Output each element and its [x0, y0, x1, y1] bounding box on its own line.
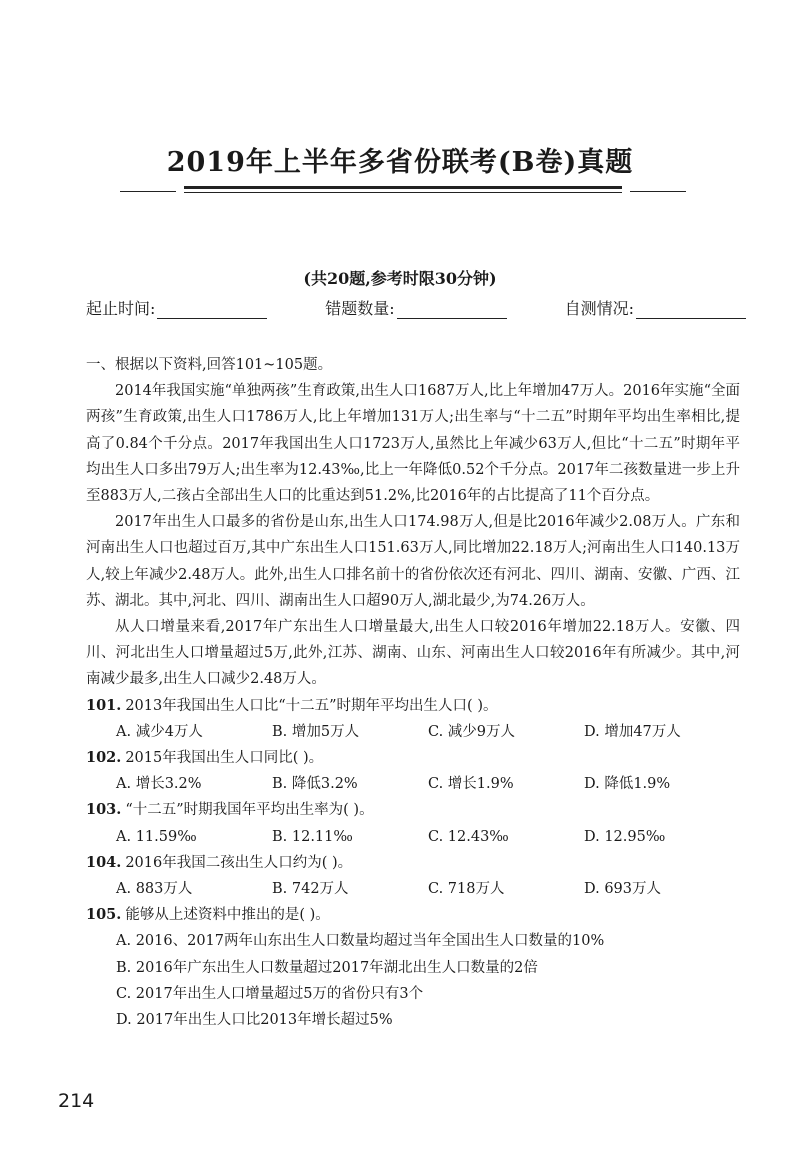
question-105	[86, 902, 740, 1033]
option-b[interactable]: B. 增加5万人	[272, 723, 360, 740]
option-b[interactable]: B. 12.11‰	[272, 828, 353, 845]
option-d[interactable]: D. 降低1.9%	[584, 776, 671, 793]
question-stem: 2013年我国出生人口比“十二五”时期年平均出生人口( )。	[125, 697, 498, 714]
option-a[interactable]: A. 883万人	[116, 881, 193, 898]
question-number: 102.	[86, 749, 122, 767]
stat-time	[86, 296, 267, 319]
question-104	[86, 850, 740, 902]
option-a[interactable]: A. 2016、2017两年山东出生人口数量均超过当年全国出生人口数量的10%	[116, 933, 605, 950]
question-number: 105.	[86, 906, 122, 924]
question-number: 104.	[86, 853, 122, 871]
question-103	[86, 797, 740, 849]
option-d[interactable]: D. 增加47万人	[584, 723, 681, 740]
option-b[interactable]: B. 降低3.2%	[272, 776, 358, 793]
stat-self-label: 自测情况:	[564, 299, 634, 318]
stats-row	[86, 296, 746, 319]
stat-self	[565, 296, 746, 319]
content	[86, 352, 740, 1033]
question-101	[86, 693, 740, 745]
option-d[interactable]: D. 12.95‰	[584, 828, 666, 845]
option-a[interactable]: A. 11.59‰	[116, 828, 197, 845]
option-c[interactable]: C. 2017年出生人口增量超过5万的省份只有3个	[116, 985, 424, 1002]
page-number: 214	[58, 1090, 95, 1112]
option-a[interactable]: A. 减少4万人	[116, 723, 203, 740]
section-heading: 一、根据以下资料,回答101~105题。	[86, 357, 333, 373]
rule-center-thin	[184, 192, 622, 193]
option-c[interactable]: C. 12.43‰	[428, 828, 509, 845]
option-c[interactable]: C. 增长1.9%	[428, 776, 514, 793]
stat-errors-blank[interactable]	[397, 302, 507, 319]
option-d[interactable]: D. 2017年出生人口比2013年增长超过5%	[116, 1012, 393, 1029]
stat-errors	[325, 296, 506, 319]
question-stem: 2016年我国二孩出生人口约为( )。	[125, 854, 353, 871]
material-paragraph-1: 2014年我国实施“单独两孩”生育政策,出生人口1687万人,比上年增加47万人。2016年实施“全面两孩”生育政策,出生人口1786万人,比上年增加131万人;出生率与“十二五”时期年平均出生率相比,提高了0.84个千分点。2017年我国出生人口1723万人,虽然比上年减少63万人,但比“十二五”时期年平均出生人口多出79万人;出生率为12.43‰,比上一年降低0.52个千分点。2017年二孩数量进一步上升至883万人,二孩占全部出生人口的比重达到51.2%,比2016年的占比提高了11个百分点。	[86, 383, 740, 505]
stat-time-blank[interactable]	[157, 302, 267, 319]
stat-time-label: 起止时间:	[86, 299, 156, 318]
stat-self-blank[interactable]	[636, 302, 746, 319]
question-number: 101.	[86, 696, 122, 714]
question-102	[86, 745, 740, 797]
question-number: 103.	[86, 801, 122, 819]
page-title: 2019年上半年多省份联考(B卷)真题	[166, 147, 634, 178]
option-a[interactable]: A. 增长3.2%	[116, 776, 202, 793]
question-stem: “十二五”时期我国年平均出生率为( )。	[125, 802, 374, 819]
title-rule	[0, 186, 800, 196]
rule-right	[630, 191, 686, 192]
material-paragraph-3: 从人口增量来看,2017年广东出生人口增量最大,出生人口较2016年增加22.18万人。安徽、四川、河北出生人口增量超过5万,此外,江苏、湖南、山东、河南出生人口较2016年有所减少。其中,河南减少最多,出生人口减少2.48万人。	[86, 619, 740, 688]
stat-errors-label: 错题数量:	[325, 299, 395, 318]
option-b[interactable]: B. 2016年广东出生人口数量超过2017年湖北出生人口数量的2倍	[116, 959, 538, 976]
rule-center-thick	[184, 186, 622, 189]
material-paragraph-2: 2017年出生人口最多的省份是山东,出生人口174.98万人,但是比2016年减少2.08万人。广东和河南出生人口也超过百万,其中广东出生人口151.63万人,同比增加22.18万人;河南出生人口140.13万人,较上年减少2.48万人。此外,出生人口排名前十的省份依次还有河北、四川、湖南、安徽、广西、江苏、湖北。其中,河北、四川、湖南出生人口超90万人,湖北最少,为74.26万人。	[86, 514, 740, 609]
option-c[interactable]: C. 718万人	[428, 881, 505, 898]
question-stem: 能够从上述资料中推出的是( )。	[125, 907, 330, 924]
option-b[interactable]: B. 742万人	[272, 881, 349, 898]
subtitle: (共20题,参考时限30分钟)	[303, 269, 497, 288]
option-c[interactable]: C. 减少9万人	[428, 723, 516, 740]
question-stem: 2015年我国出生人口同比( )。	[125, 750, 324, 767]
option-d[interactable]: D. 693万人	[584, 881, 662, 898]
rule-left	[120, 191, 176, 192]
